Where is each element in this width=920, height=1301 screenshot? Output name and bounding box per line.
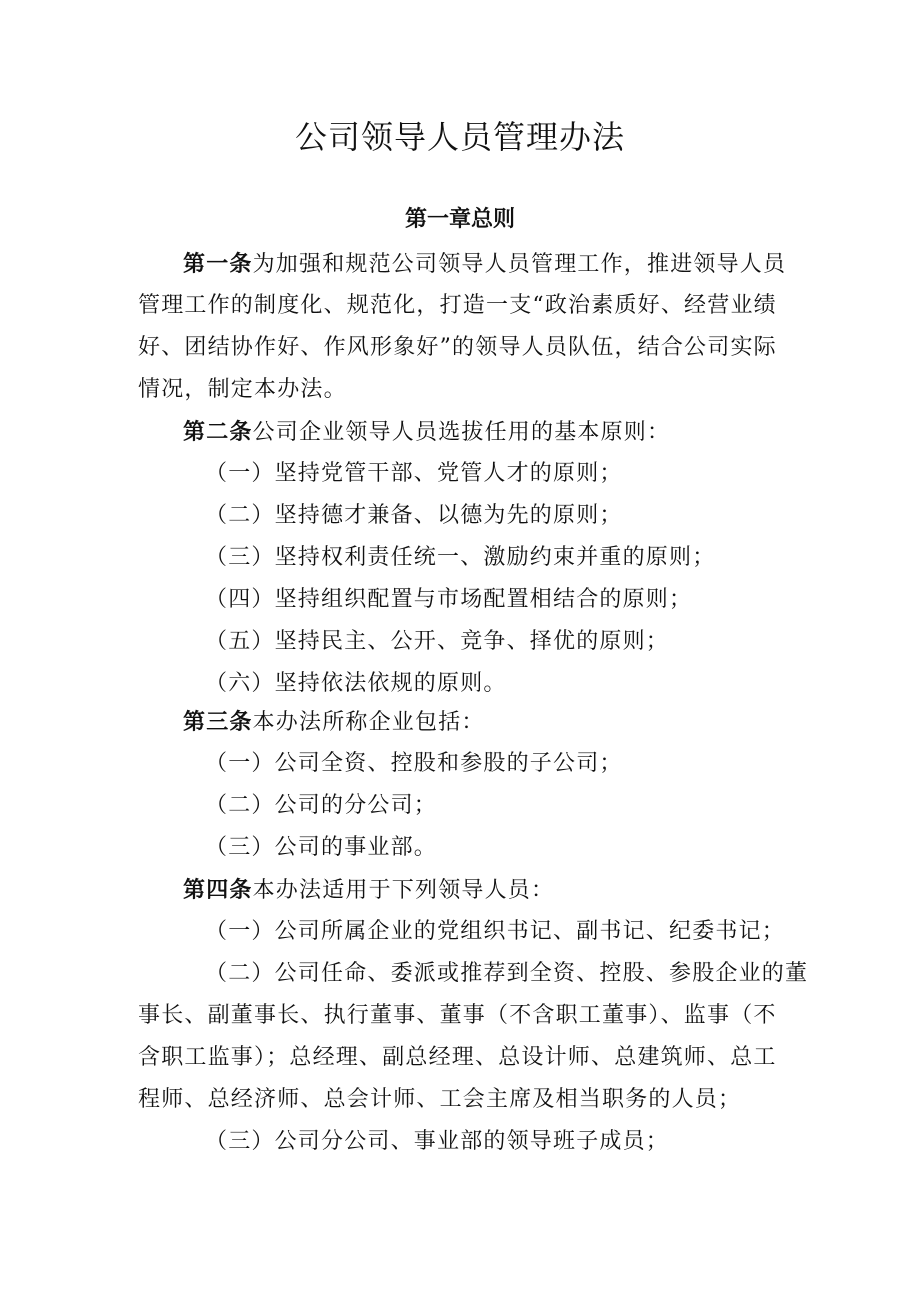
article-1-label: 第一条 [183, 251, 253, 277]
article-2-label: 第二条 [183, 419, 253, 445]
article-1-line-1 [183, 248, 843, 281]
article-1-line-4: 情况，制定本办法。 [138, 377, 347, 402]
list-item: （六）坚持依法依规的原则。 [205, 671, 507, 696]
list-item: （一）公司全资、控股和参股的子公司； [205, 751, 623, 776]
list-item: （三）公司的事业部。 [205, 835, 438, 860]
article-4-label: 第四条 [183, 877, 253, 903]
article-2-text: 公司企业领导人员选拔任用的基本原则： [252, 420, 671, 445]
list-item-line-4: 程师、总经济师、总会计师、工会主席及相当职务的人员； [138, 1087, 742, 1112]
list-item: （三）公司分公司、事业部的领导班子成员； [205, 1129, 670, 1154]
article-3-text: 本办法所称企业包括： [252, 710, 485, 735]
article-1-line-2: 管理工作的制度化、规范化，打造一支“政治素质好、经营业绩 [138, 293, 777, 318]
chapter-heading: 第一章总则 [404, 206, 515, 232]
list-item: （五）坚持民主、公开、竞争、择优的原则； [205, 629, 670, 654]
list-item-line-3: 含职工监事）；总经理、副总经理、总设计师、总建筑师、总工 [138, 1045, 777, 1070]
list-item: （一）公司所属企业的党组织书记、副书记、纪委书记； [205, 919, 786, 944]
list-item: （三）坚持权利责任统一、激励约束并重的原则； [205, 545, 716, 570]
article-1-line-3: 好、团结协作好、作风形象好”的领导人员队伍，结合公司实际 [138, 335, 777, 360]
list-item: （二）公司的分公司； [205, 793, 438, 818]
document-title: 公司领导人员管理办法 [294, 118, 625, 156]
list-item-line-2: 事长、副董事长、执行董事、董事（不含职工董事）、监事（不 [138, 1003, 777, 1028]
article-4-text: 本办法适用于下列领导人员： [252, 878, 555, 903]
article-3-line [183, 706, 843, 739]
article-2-line [183, 416, 843, 449]
article-4-line [183, 874, 843, 907]
article-3-label: 第三条 [183, 709, 253, 735]
list-item: （一）坚持党管干部、党管人才的原则； [205, 461, 623, 486]
list-item: （二）坚持德才兼备、以德为先的原则； [205, 503, 623, 528]
article-1-text: 为加强和规范公司领导人员管理工作，推进领导人员 [252, 252, 787, 277]
list-item-line-1: （二）公司任命、委派或推荐到全资、控股、参股企业的董 [205, 961, 809, 986]
list-item: （四）坚持组织配置与市场配置相结合的原则； [205, 587, 693, 612]
